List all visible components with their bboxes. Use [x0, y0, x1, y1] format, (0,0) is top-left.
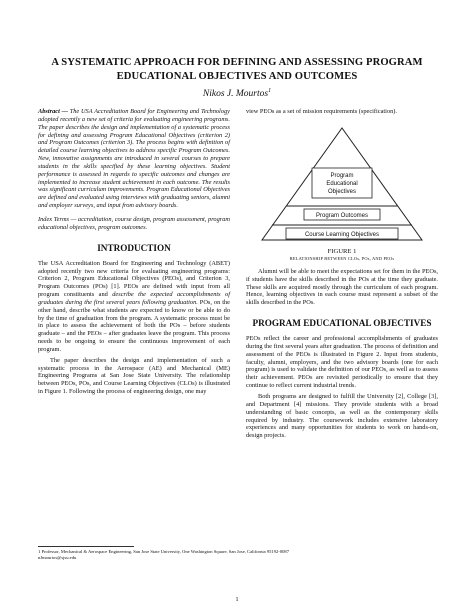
peo-paragraph-1: PEOs reflect the career and professional accomplishments of graduates during the first several years after graduation. The process of definition and assessment of the PEOs is illustrated in Figure 2. Input from students, faculty, alumni, employers, and the two advisory boards (one for each program) is used to validate the definition of our PEOs, as well as to assess their achievement. PEOs are revisited periodically to ensure that they continue to reflect current industrial trends. [246, 335, 438, 390]
intro-p1-c: POs, on the other hand, describe what students are expected to know or be able to do by the time of graduation from the program. [38, 298, 230, 322]
right-paragraph-1: Alumni will be able to meet the expectations set for them in the PEOs, if students have the skills described in the POs at the time they graduate. These skills are acquired mostly through the curriculum of each program. Hence, learning objectives in each course must represent a subset of the skills described in the POs. [246, 267, 438, 307]
index-terms [38, 216, 230, 232]
footnote [38, 549, 438, 561]
title-line-1: A SYSTEMATIC APPROACH FOR DEFINING AND ASSESSING PROGRAM [51, 57, 423, 68]
index-terms-label: Index Terms — [38, 215, 77, 223]
author-footnote-mark: 1 [268, 88, 272, 94]
peo-label-1: Program [330, 172, 354, 179]
figure-caption: FIGURE 1 [327, 247, 357, 255]
author-text: Nikos J. Mourtos [202, 89, 269, 100]
page-number: 1 [235, 596, 239, 603]
intro-p1-d: A systematic process must be in place to assess the achievement of both the POs – before students graduate – and the PEOs – after graduates leave the program. This process needs to be ongoing to ensure the continuous improvement of each program. [38, 314, 230, 353]
index-terms-text: accreditation, course design, program assessment, program educational objectives, program outcomes. [38, 215, 230, 231]
footnote-divider [38, 546, 134, 547]
intro-p1-a: The USA Accreditation Board for Engineering and Technology (ABET) adopted recently two new criteria for evaluating engineering programs: Criterion 2, Program Educational Objectives (PEOs), and Criterion 3, Program Outcomes (POs) [1]. PEOs are defined with input from all program constituents and [38, 259, 230, 299]
peo-heading: PROGRAM EDUCATIONAL OBJECTIVES [252, 318, 432, 329]
right-column [246, 108, 438, 440]
intro-paragraph-1 [38, 260, 230, 354]
paper-title [30, 56, 444, 84]
pyramid-diagram [246, 122, 438, 246]
left-column [38, 108, 230, 396]
abstract-label: Abstract — [38, 108, 68, 115]
clo-label: Course Learning Objectives [304, 231, 380, 238]
introduction-heading: INTRODUCTION [97, 242, 171, 253]
right-paragraph-0: view PEOs as a set of mission requirements (specification). [246, 108, 397, 115]
peo-paragraph-2: Both programs are designed to fulfill the University [2], College [3], and Department [4] missions. They provide students with a broad understanding of basic concepts, as well as the contemporary skills required by industry. The coursework includes extensive laboratory experiences and many opportunities for students to work on hands-on, design projects. [246, 392, 438, 440]
figure-subcaption: RELATIONSHIP BETWEEN CLOs, POs, AND PEOs [289, 255, 395, 261]
intro-p1-b: describe the expected accomplishments of graduates during the first several years following graduation. [38, 291, 230, 306]
figure-1-pyramid [246, 122, 438, 246]
author-name [0, 88, 474, 99]
peo-label-2: Educational [326, 180, 358, 187]
abstract-text: The USA Accreditation Board for Engineering and Technology adopted recently a new set of criteria for evaluating engineering programs. The paper describes the design and implementation of a systematic process for defining and assessing Program Educational Objectives (criterion 2) and Program Outcomes (criterion 3). The process begins with definition of detailed course learning objectives to address specific Program Outcomes. New, innovative assignments are introduced in several courses to prepare students in the skills specified by these learning objectives. Student performance is assessed in regards to specific outcomes and changes are implemented to increase student achievement in each outcome. The results was significant curriculum improvements. Program Educational Objectives are defined and evaluated using interviews with graduating seniors, alumni and employer surveys, and input from advisory boards. [38, 108, 230, 210]
title-line-2: EDUCATIONAL OBJECTIVES AND OUTCOMES [116, 71, 358, 82]
intro-paragraph-2: The paper describes the design and implementation of such a systematic process in the Aerospace (AE) and Mechanical (ME) Engineering Programs at San Jose State University. The relationship between PEOs, POs, and Course Learning Objectives (CLOs) is illustrated in Figure 1. Following the process of engineering design, one may [38, 356, 230, 396]
abstract [38, 108, 230, 210]
footnote-line-2: nJmourtos@sjsu.edu [38, 555, 77, 561]
po-label: Program Outcomes [315, 212, 369, 219]
peo-label-3: Objectives [327, 188, 357, 195]
footnote-line-1: 1 Professor, Mechanical & Aerospace Engineering, San Jose State University, One Washington Square, San Jose, California 95192-0087 [38, 549, 290, 554]
